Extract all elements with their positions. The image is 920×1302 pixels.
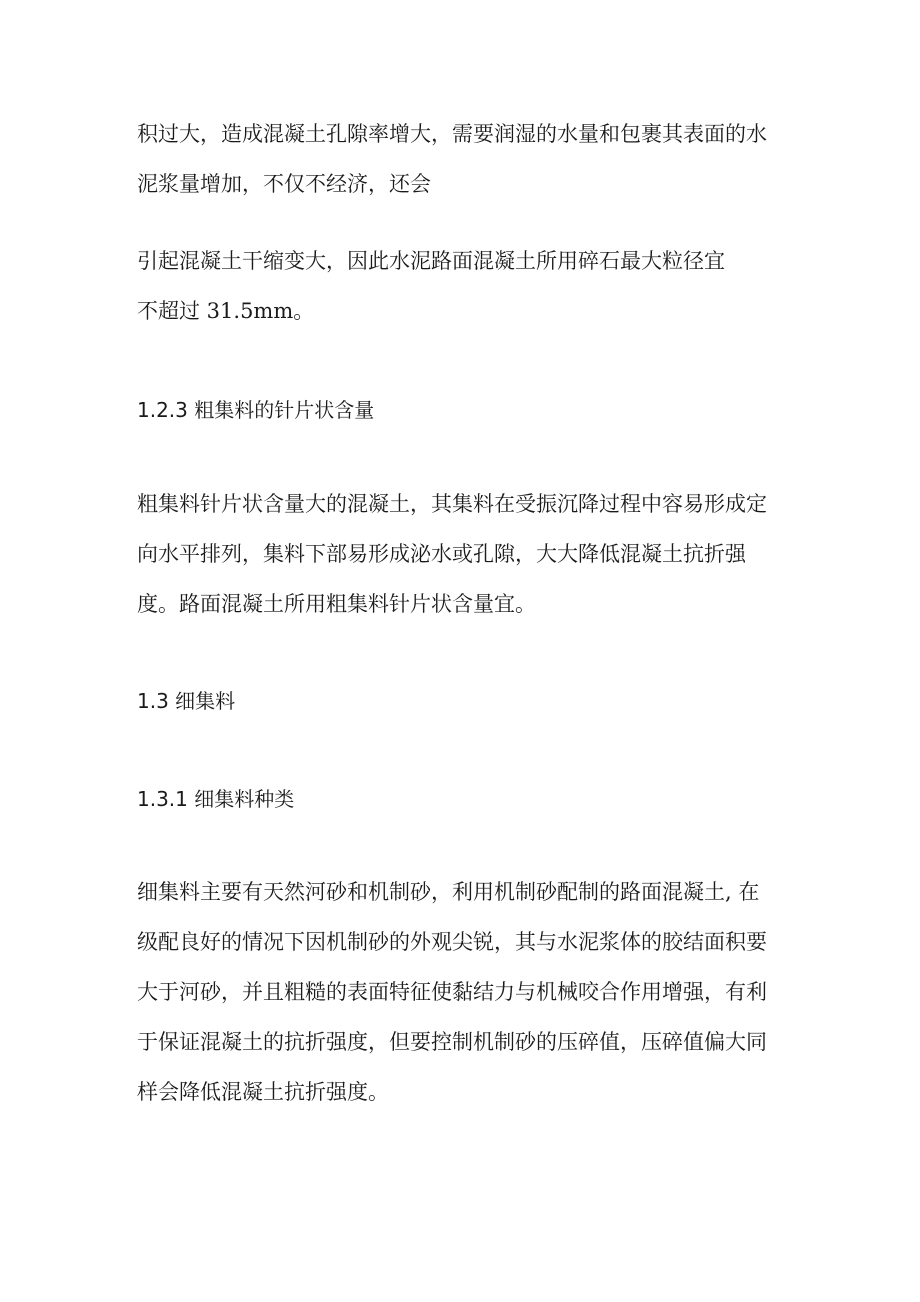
paragraph-line: 细集料主要有天然河砂和机制砂，利用机制砂配制的路面混凝土, 在 [137,880,760,904]
paragraph-line: 度。路面混凝土所用粗集料针片状含量宜。 [137,592,536,616]
paragraph-line: 泥浆量增加，不仅不经济，还会 [137,172,431,196]
paragraph-line: 样会降低混凝土抗折强度。 [137,1080,389,1104]
paragraph-line: 于保证混凝土的抗折强度，但要控制机制砂的压碎值，压碎值偏大同 [137,1030,767,1054]
paragraph-line: 不超过 31.5mm。 [137,299,315,323]
paragraph-line: 级配良好的情况下因机制砂的外观尖锐，其与水泥浆体的胶结面积要 [137,930,767,954]
paragraph-line: 积过大，造成混凝土孔隙率增大，需要润湿的水量和包裹其表面的水 [137,122,767,146]
section-heading-1-3-1: 1.3.1 细集料种类 [137,787,295,811]
section-heading-1-3: 1.3 细集料 [137,689,236,713]
section-heading-1-2-3: 1.2.3 粗集料的针片状含量 [137,398,375,422]
paragraph-line: 引起混凝土干缩变大，因此水泥路面混凝土所用碎石最大粒径宜 [137,249,725,273]
paragraph-line: 大于河砂，并且粗糙的表面特征使黏结力与机械咬合作用增强，有利 [137,980,767,1004]
paragraph-line: 向水平排列，集料下部易形成泌水或孔隙，大大降低混凝土抗折强 [137,542,746,566]
paragraph-line: 粗集料针片状含量大的混凝土，其集料在受振沉降过程中容易形成定 [137,492,767,516]
